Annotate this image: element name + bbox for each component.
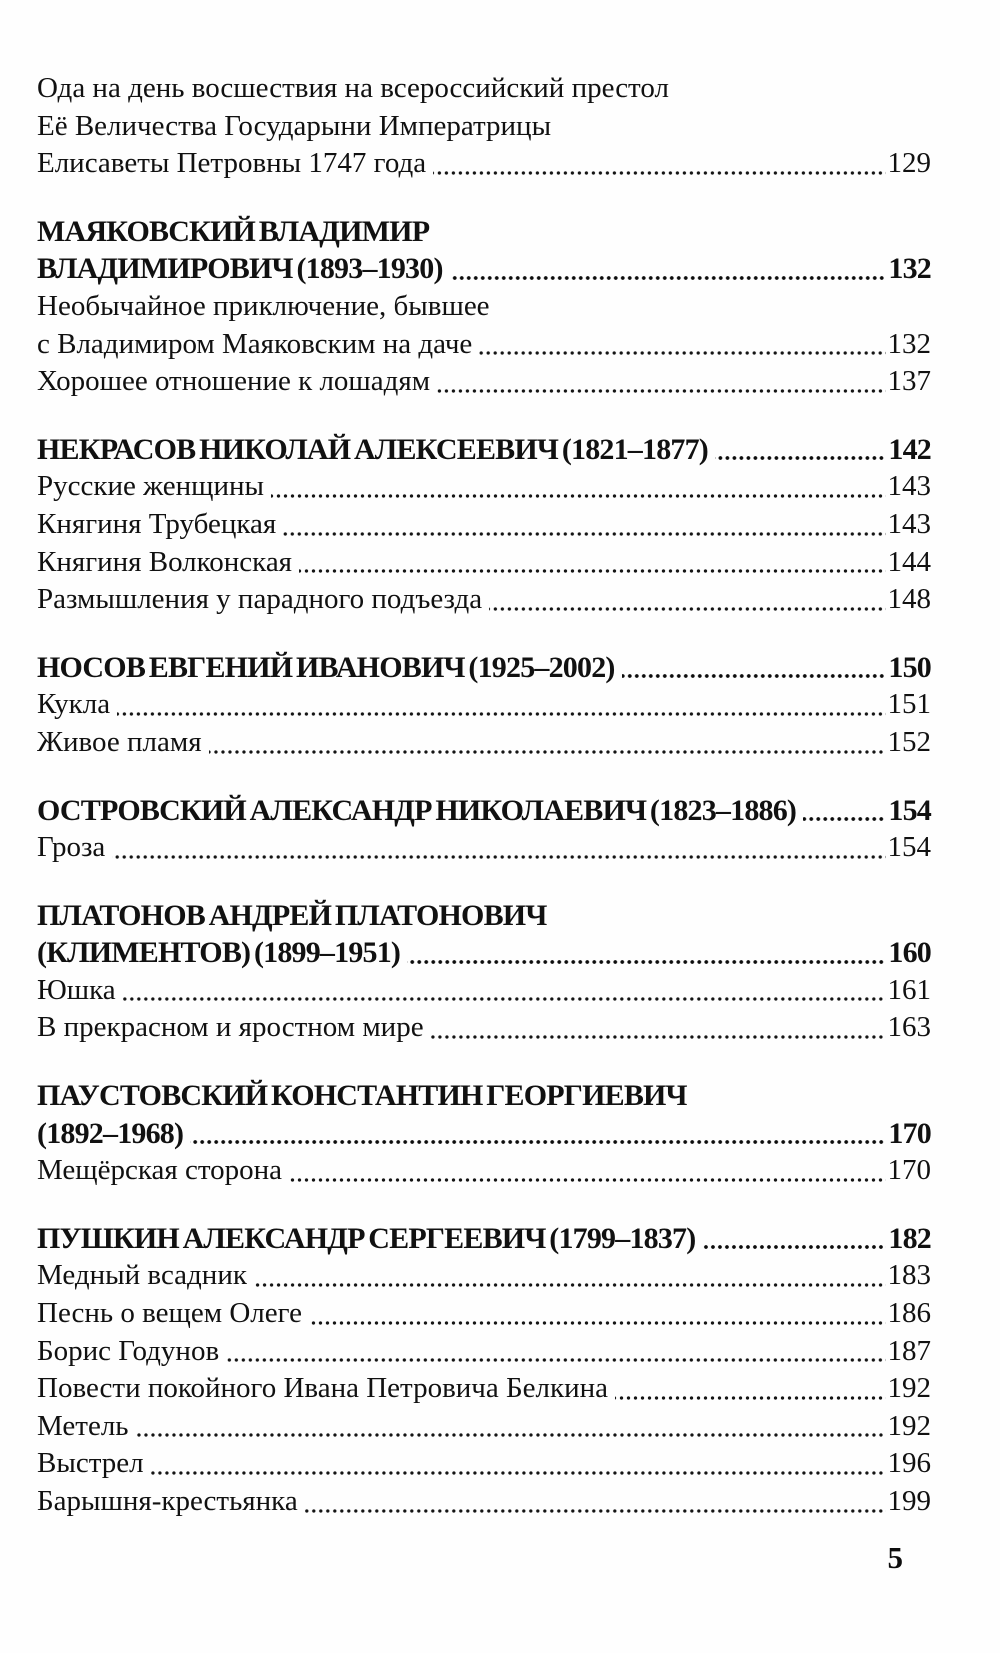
- folio-page-number: 5: [887, 1539, 903, 1575]
- toc-entry-title: Кукла: [37, 688, 111, 721]
- toc-page-number: 187: [887, 1334, 931, 1367]
- toc-page-number: 192: [887, 1409, 931, 1442]
- toc-page-number: 182: [888, 1221, 931, 1255]
- toc-author-heading: ОСТРОВСКИЙ АЛЕКСАНДР НИКОЛАЕВИЧ (1823–1886): [37, 793, 797, 827]
- toc-heading-row: [37, 1077, 931, 1115]
- toc-page-number: 196: [887, 1447, 931, 1480]
- dot-leader: [136, 1432, 886, 1438]
- dot-leader: [803, 816, 886, 822]
- dot-leader: [615, 1395, 886, 1401]
- toc-page-number: 170: [887, 1154, 931, 1187]
- toc-entry-row: [37, 829, 931, 867]
- toc-entry-row: [37, 1333, 931, 1371]
- toc-heading-row: [37, 250, 931, 288]
- toc-entry-title: Гроза: [37, 831, 106, 864]
- toc-page-number: 199: [887, 1485, 931, 1517]
- dot-leader: [289, 1177, 885, 1183]
- toc-entry-row: [37, 1445, 931, 1483]
- toc-entry-title: В прекрасном и яростном мире: [37, 1011, 424, 1044]
- toc-entry-row: [37, 363, 931, 401]
- toc-page-number: 154: [888, 793, 931, 827]
- toc-entry-row: [37, 1257, 931, 1295]
- toc-entry-title: Выстрел: [37, 1447, 144, 1480]
- toc-entry-title: Повести покойного Ивана Петровича Белкина: [37, 1372, 608, 1405]
- dot-leader: [117, 711, 885, 717]
- dot-leader: [305, 1508, 886, 1514]
- toc-page-number: 170: [888, 1116, 931, 1150]
- toc-entry-row: [37, 468, 931, 506]
- toc-entry-row: [37, 1152, 931, 1190]
- toc-entry-title: Борис Годунов: [37, 1334, 220, 1367]
- toc-entry-title: Метель: [37, 1409, 129, 1442]
- section-gap: [37, 401, 931, 431]
- dot-leader: [209, 749, 886, 755]
- toc-entry-row: [37, 1408, 931, 1446]
- toc-entry-title: Хорошее отношение к лошадям: [37, 365, 431, 398]
- dot-leader: [702, 1244, 886, 1250]
- toc-entry-title: Елисаветы Петровны 1747 года: [37, 147, 427, 180]
- toc-entry-row: [37, 724, 931, 762]
- toc-page-number: 160: [888, 936, 931, 970]
- dot-leader: [254, 1282, 886, 1288]
- toc-entry-title: Княгиня Волконская: [37, 545, 293, 578]
- toc-entry-row: [37, 972, 931, 1010]
- toc-author-heading: ПЛАТОНОВ АНДРЕЙ ПЛАТОНОВИЧ: [37, 898, 547, 932]
- toc-entry-title: Песнь о вещем Олеге: [37, 1297, 303, 1330]
- toc-entry-row: [37, 686, 931, 724]
- toc-page-number: 151: [887, 688, 931, 721]
- page-footer: [37, 1540, 931, 1576]
- dot-leader: [112, 854, 885, 860]
- toc-author-heading: ПАУСТОВСКИЙ КОНСТАНТИН ГЕОРГИЕВИЧ: [37, 1079, 687, 1113]
- dot-leader: [226, 1357, 885, 1363]
- toc-entry-row: [37, 506, 931, 544]
- dot-leader: [309, 1320, 885, 1326]
- toc-heading-row: [37, 934, 931, 972]
- table-of-contents: [37, 70, 931, 1521]
- section-gap: [37, 1047, 931, 1077]
- dot-leader: [151, 1470, 886, 1476]
- toc-author-heading: МАЯКОВСКИЙ ВЛАДИМИР: [37, 214, 430, 248]
- toc-entry-row: [37, 108, 931, 146]
- toc-entry-title: Необычайное приключение, бывшее: [37, 289, 490, 322]
- dot-leader: [271, 493, 885, 499]
- dot-leader: [437, 388, 885, 394]
- dot-leader: [479, 350, 885, 356]
- toc-page-number: 183: [887, 1259, 931, 1292]
- toc-page-number: 129: [887, 147, 931, 180]
- toc-entry-row: [37, 288, 931, 326]
- dot-leader: [489, 606, 885, 612]
- toc-entry-title: Юшка: [37, 973, 116, 1006]
- dot-leader: [123, 996, 886, 1002]
- toc-page-number: 148: [887, 583, 931, 616]
- toc-heading-row: [37, 213, 931, 251]
- toc-entry-title: Медный всадник: [37, 1259, 247, 1292]
- dot-leader: [433, 170, 885, 176]
- toc-page-number: 154: [887, 831, 931, 864]
- toc-page-number: 192: [887, 1372, 931, 1405]
- dot-leader: [407, 959, 886, 965]
- toc-heading-row: [37, 1220, 931, 1258]
- section-gap: [37, 867, 931, 897]
- toc-page-number: 150: [888, 650, 931, 684]
- toc-page-number: 152: [887, 725, 931, 758]
- toc-author-heading: НЕКРАСОВ НИКОЛАЙ АЛЕКСЕЕВИЧ (1821–1877): [37, 432, 708, 466]
- toc-entry-title: Русские женщины: [37, 470, 265, 503]
- dot-leader: [299, 568, 885, 574]
- toc-heading-row: [37, 431, 931, 469]
- toc-author-heading: ПУШКИН АЛЕКСАНДР СЕРГЕЕВИЧ (1799–1837): [37, 1221, 696, 1255]
- toc-page-number: 144: [887, 545, 931, 578]
- toc-entry-row: [37, 326, 931, 364]
- toc-author-heading: (1892–1968): [37, 1116, 184, 1150]
- section-gap: [37, 183, 931, 213]
- dot-leader: [715, 455, 886, 461]
- section-gap: [37, 619, 931, 649]
- toc-entry-title: Размышления у парадного подъезда: [37, 583, 483, 616]
- toc-author-heading: ВЛАДИМИРОВИЧ (1893–1930): [37, 252, 443, 286]
- toc-entry-title: с Владимиром Маяковским на даче: [37, 327, 473, 360]
- toc-entry-title: Мещёрская сторона: [37, 1154, 283, 1187]
- section-gap: [37, 762, 931, 792]
- toc-entry-row: [37, 1483, 931, 1521]
- toc-page-number: 186: [887, 1297, 931, 1330]
- dot-leader: [283, 531, 885, 537]
- section-gap: [37, 1190, 931, 1220]
- toc-page-number: 163: [887, 1011, 931, 1044]
- toc-heading-row: [37, 1115, 931, 1153]
- dot-leader: [622, 673, 887, 679]
- toc-entry-row: [37, 70, 931, 108]
- toc-author-heading: НОСОВ ЕВГЕНИЙ ИВАНОВИЧ (1925–2002): [37, 650, 615, 684]
- toc-page-number: 161: [887, 973, 931, 1006]
- toc-page-number: 143: [887, 470, 931, 503]
- toc-page-number: 137: [887, 365, 931, 398]
- toc-heading-row: [37, 792, 931, 830]
- toc-entry-row: [37, 1009, 931, 1047]
- toc-entry-row: [37, 544, 931, 582]
- toc-entry-row: [37, 145, 931, 183]
- toc-page-number: 143: [887, 507, 931, 540]
- toc-entry-row: [37, 581, 931, 619]
- toc-entry-title: Княгиня Трубецкая: [37, 507, 277, 540]
- toc-page-number: 142: [888, 432, 931, 466]
- toc-page-number: 132: [888, 252, 931, 286]
- toc-entry-title: Барышня-крестьянка: [37, 1485, 298, 1517]
- toc-entry-row: [37, 1295, 931, 1333]
- dot-leader: [450, 275, 887, 281]
- toc-page-number: 132: [887, 327, 931, 360]
- toc-author-heading: (КЛИМЕНТОВ) (1899–1951): [37, 936, 401, 970]
- toc-entry-title: Её Величества Государыни Императрицы: [37, 109, 552, 142]
- toc-entry-row: [37, 1370, 931, 1408]
- dot-leader: [190, 1139, 886, 1145]
- toc-heading-row: [37, 649, 931, 687]
- toc-entry-title: Ода на день восшествия на всероссийский престол: [37, 72, 669, 104]
- toc-heading-row: [37, 897, 931, 935]
- toc-entry-title: Живое пламя: [37, 725, 202, 758]
- dot-leader: [431, 1034, 886, 1040]
